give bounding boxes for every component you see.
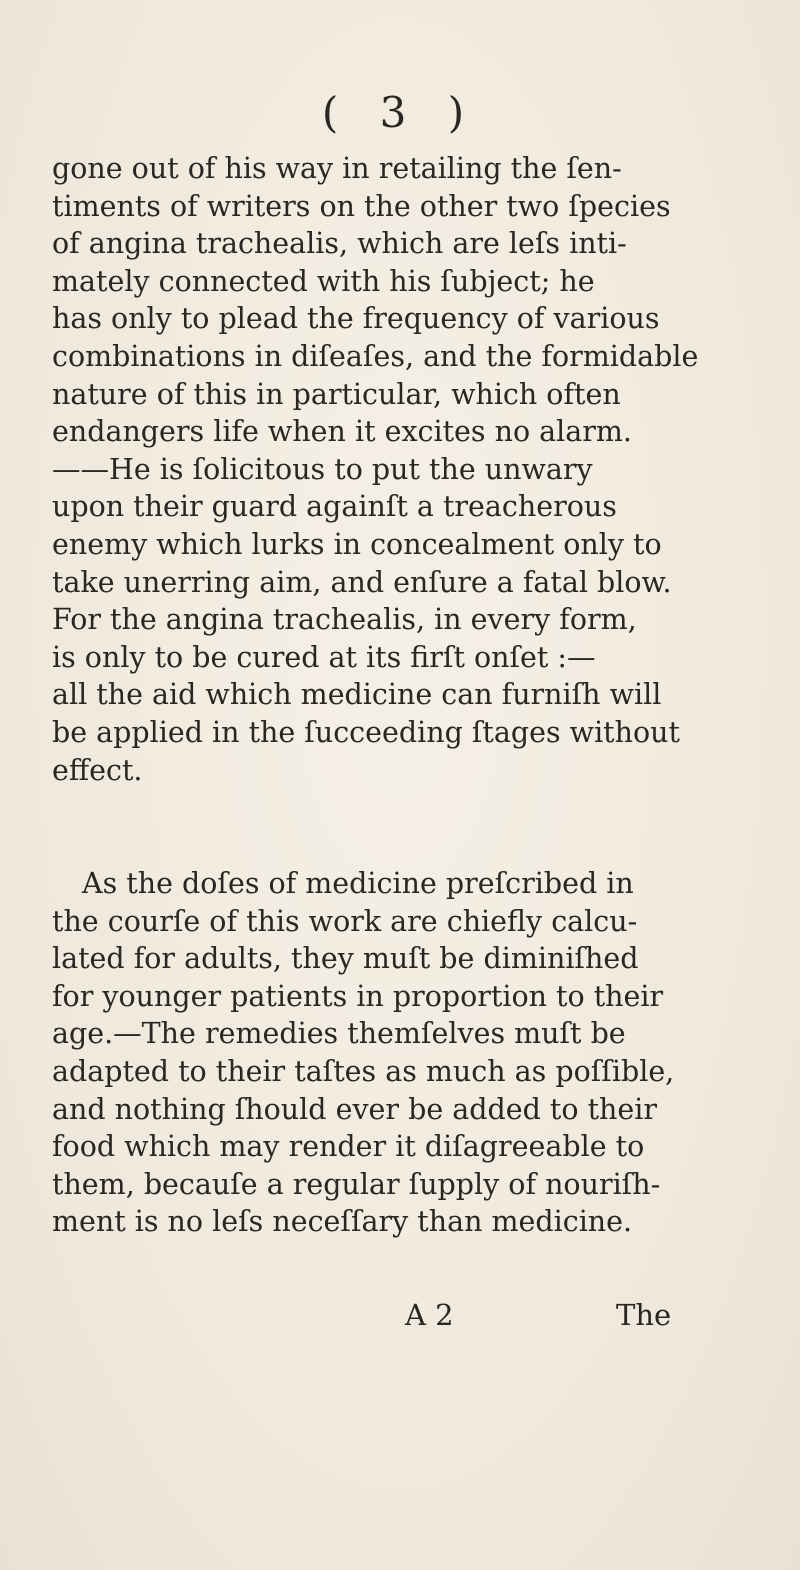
signature-mark: A 2: [405, 1298, 454, 1332]
text-line: and nothing ſhould ever be added to their: [52, 1092, 657, 1126]
text-line: ment is no leſs neceſſary than medicine.: [52, 1205, 633, 1239]
text-line: For the angina trachealis, in every form,: [52, 603, 637, 637]
text-line: them, becauſe a regular ſupply of nouriſh-: [52, 1167, 661, 1201]
text-line: be applied in the ſucceeding ſtages without: [52, 715, 680, 749]
text-line: ——He is ſolicitous to put the unwary: [52, 452, 593, 486]
text-line: effect.: [52, 753, 143, 787]
page-footer: [0, 1298, 800, 1338]
text-line: all the aid which medicine can furniſh will: [52, 678, 662, 712]
paragraph-1: [52, 150, 752, 789]
text-line: take unerring aim, and enſure a fatal blow.: [52, 565, 672, 599]
text-line: enemy which lurks in concealment only to: [52, 527, 662, 561]
text-line: mately connected with his ſubject; he: [52, 264, 595, 298]
text-line: the courſe of this work are chiefly calcu-: [52, 904, 638, 938]
text-line: combinations in diſeaſes, and the formidable: [52, 339, 699, 373]
text-line: gone out of his way in retailing the ſen-: [52, 152, 622, 185]
text-line: of angina trachealis, which are leſs inti-: [52, 227, 627, 261]
text-line: food which may render it diſagreeable to: [52, 1130, 645, 1164]
text-line: is only to be cured at its firſt onſet :—: [52, 640, 596, 674]
text-line: nature of this in particular, which often: [52, 377, 621, 411]
text-line: adapted to their taſtes as much as poſſible,: [52, 1054, 675, 1088]
text-line: endangers life when it excites no alarm.: [52, 415, 632, 449]
text-line: upon their guard againſt a treacherous: [52, 490, 617, 524]
text-line: age.—The remedies themſelves muſt be: [52, 1017, 626, 1051]
page-number: ( 3 ): [321, 88, 479, 137]
text-line: has only to plead the frequency of various: [52, 302, 660, 336]
text-line: lated for adults, they muſt be diminiſhed: [52, 942, 639, 976]
text-line: timents of writers on the other two ſpecies: [52, 189, 671, 223]
text-line: As the doſes of medicine preſcribed in: [82, 867, 634, 900]
paragraph-2: [52, 865, 752, 1241]
text-line: for younger patients in proportion to their: [52, 979, 664, 1013]
catchword: The: [616, 1298, 672, 1332]
